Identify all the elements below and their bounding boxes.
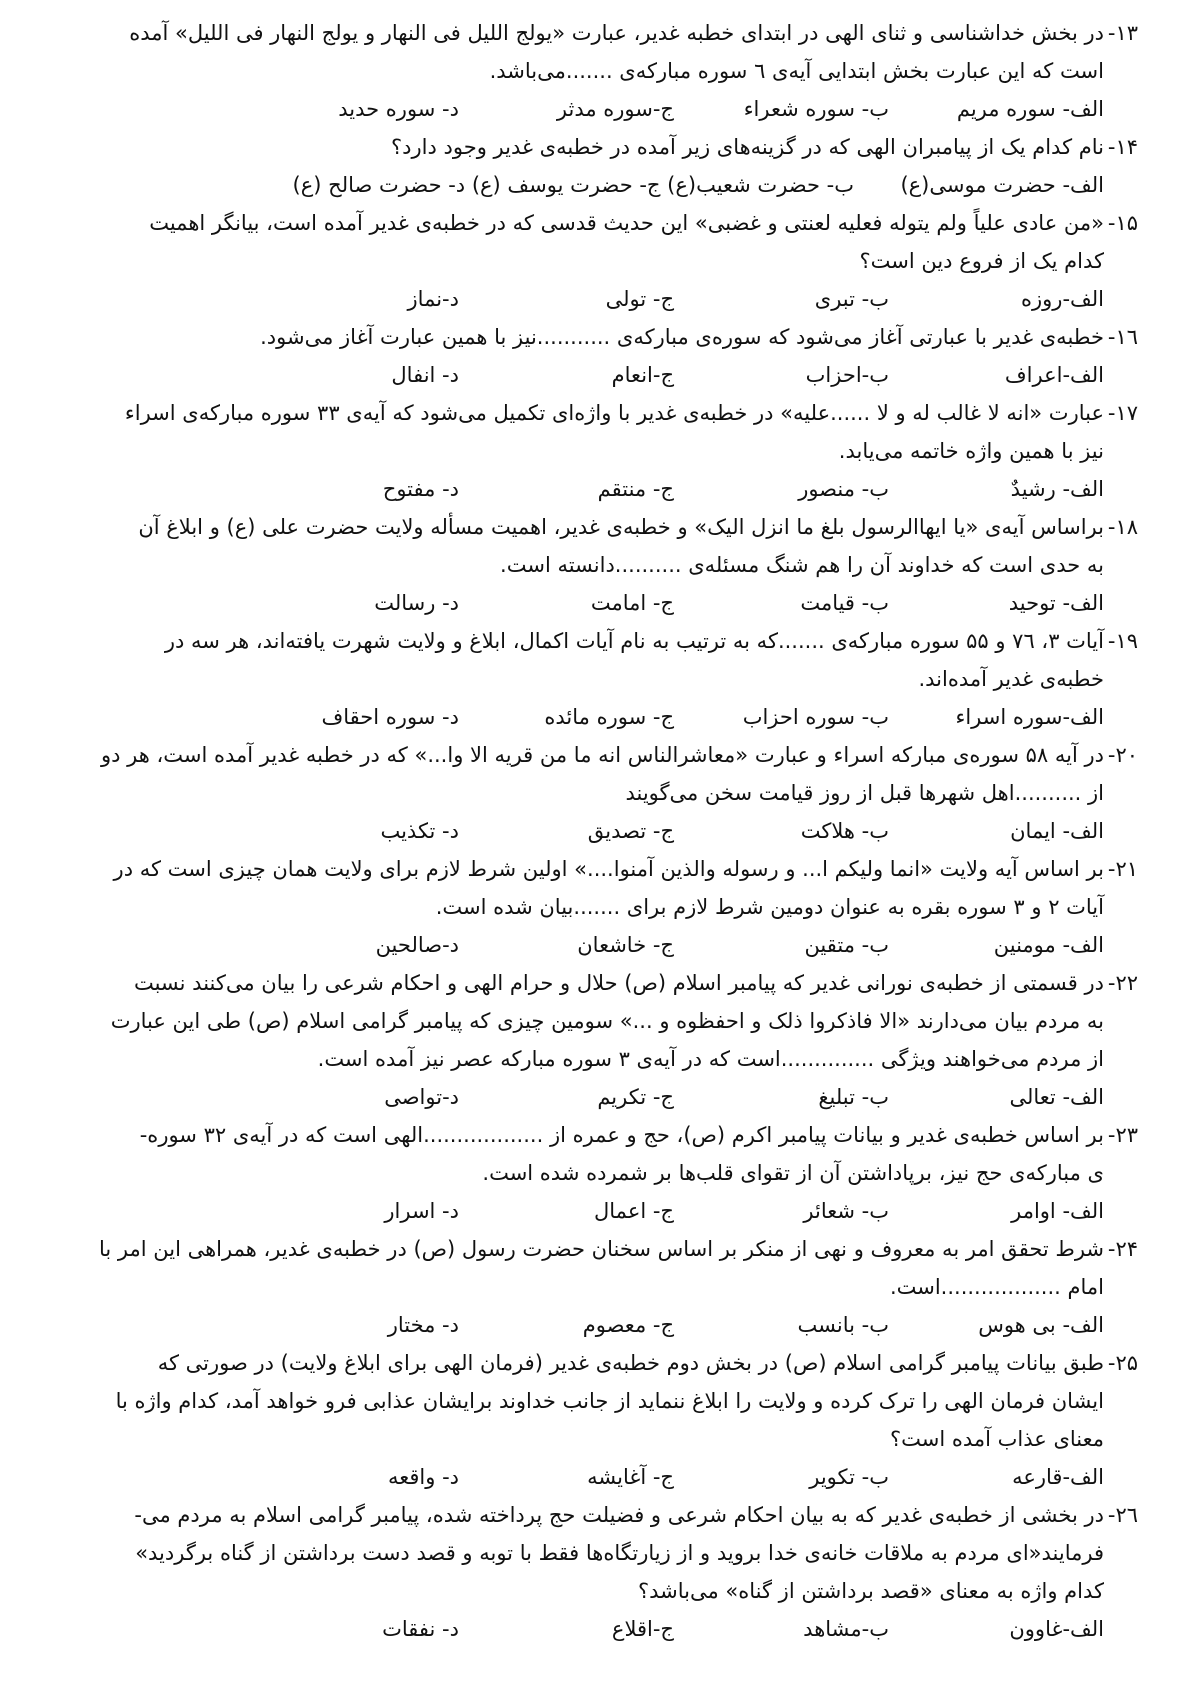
question-text: «من عادی علیاً ولم یتوله فعلیه لعنتی و غضبی» این حدیث قدسی که در خطبه‌ی غدیر آمده است، بیانگر اهمیت <box>149 211 1104 235</box>
question-text: کدام یک از فروع دین است؟ <box>859 249 1104 273</box>
options-row <box>48 90 1138 128</box>
question-text: در بخشی از خطبه‌ی غدیر که به بیان احکام شرعی و فضیلت حج پرداخته شده، پیامبر گرامی اسلام به مردم می- <box>134 1503 1104 1527</box>
question-block <box>48 508 1138 622</box>
question-text: است که این عبارت بخش ابتدایی آیه‌ی ٦ سوره مبارکه‌ی .......می‌باشد. <box>489 59 1104 83</box>
answer-option[interactable]: ج- اعمال <box>594 1199 674 1223</box>
question-line <box>48 888 1138 926</box>
question-line-first <box>48 964 1138 1002</box>
answer-option[interactable]: د- مختار <box>387 1313 459 1337</box>
answer-option[interactable]: الف- اوامر <box>1011 1199 1104 1223</box>
options-row <box>48 1078 1138 1116</box>
question-block <box>48 964 1138 1116</box>
question-line <box>48 52 1138 90</box>
answer-option[interactable]: الف- سوره مریم <box>956 97 1104 121</box>
answer-option[interactable]: ب- متقین <box>804 933 889 957</box>
answer-option[interactable]: د- واقعه <box>387 1465 459 1489</box>
answer-option[interactable]: الف- رشیدٌ <box>1010 477 1104 501</box>
question-text: نام کدام یک از پیامبران الهی که در گزینه‌های زیر آمده در خطبه‌ی غدیر وجود دارد؟ <box>391 135 1104 159</box>
answer-option[interactable]: ج- خاشعان <box>577 933 674 957</box>
question-text: خطبه‌ی غدیر آمده‌اند. <box>918 667 1104 691</box>
question-number: ۱٦- <box>1107 325 1138 349</box>
answer-option[interactable]: الف- بی هوس <box>978 1313 1104 1337</box>
question-block <box>48 1116 1138 1230</box>
answer-option[interactable]: ب- تکویر <box>809 1465 889 1489</box>
answer-option[interactable]: ب- حضرت شعیب(ع) ج- حضرت یوسف (ع) د- حضرت صالح (ع) <box>292 173 854 197</box>
question-text: بر اساس آیه ولایت «انما ولیکم ا... و رسوله والذین آمنوا....» اولین شرط لازم برای ولایت همان چیزی است که در <box>113 857 1104 881</box>
options-row <box>48 356 1138 394</box>
answer-option[interactable]: الف-روزه <box>1021 287 1104 311</box>
options-row <box>48 166 1138 204</box>
exam-page <box>48 14 1138 1648</box>
question-line-first <box>48 318 1138 356</box>
answer-option[interactable]: الف-اعراف <box>1004 363 1104 387</box>
question-text: براساس آیه‌ی «یا ایهاالرسول بلغ ما انزل الیک» و خطبه‌ی غدیر، اهمیت مسأله ولایت حضرت علی (ع) و ابلاغ آن <box>138 515 1104 539</box>
question-block <box>48 14 1138 128</box>
answer-option[interactable]: الف-غاوون <box>1009 1617 1104 1641</box>
question-line <box>48 546 1138 584</box>
question-line-first <box>48 204 1138 242</box>
question-line <box>48 1420 1138 1458</box>
question-number: ۱۵- <box>1107 211 1138 235</box>
question-text: آیات ۳، ۷٦ و ۵۵ سوره مبارکه‌ی .......که به ترتیب به نام آیات اکمال، ابلاغ و ولایت شهرت یافته‌اند، هر سه در <box>164 629 1104 653</box>
answer-option[interactable]: ج- معصوم <box>582 1313 674 1337</box>
question-number: ۲۴- <box>1107 1237 1138 1261</box>
question-block <box>48 622 1138 736</box>
answer-option[interactable]: ب- بانسب <box>797 1313 889 1337</box>
question-text: شرط تحقق امر به معروف و نهی از منکر بر اساس سخنان حضرت رسول (ص) در خطبه‌ی غدیر، همراهی این امر با <box>99 1237 1104 1261</box>
question-text: خطبه‌ی غدیر با عبارتی آغاز می‌شود که سوره‌ی مبارکه‌ی ...........نیز با همین عبارت آغاز می‌شود. <box>260 325 1104 349</box>
answer-option[interactable]: الف- مومنین <box>993 933 1104 957</box>
question-line-first <box>48 1230 1138 1268</box>
answer-option[interactable]: ج- سوره مائده <box>544 705 674 729</box>
question-number: ۱۳- <box>1107 21 1138 45</box>
question-text: در آیه ۵۸ سوره‌ی مبارکه اسراء و عبارت «معاشرالناس انه ما من قریه الا وا...» که در خطبه غدیر آمده است، هر دو <box>101 743 1104 767</box>
question-line <box>48 432 1138 470</box>
question-text: فرمایند«ای مردم به ملاقات خانه‌ی خدا بروید و از زیارتگاه‌ها فقط با توبه و قصد دست برداشتن از گناه برگردید» <box>135 1541 1104 1565</box>
question-text: به حدی است که خداوند آن را هم شنگ مسئله‌ی ..........دانسته است. <box>500 553 1104 577</box>
question-text: امام ..................است. <box>889 1275 1104 1299</box>
question-line <box>48 1268 1138 1306</box>
answer-option[interactable]: ج- تصدیق <box>587 819 674 843</box>
answer-option[interactable]: د-نماز <box>407 287 459 311</box>
question-line-first <box>48 622 1138 660</box>
question-number: ۲۵- <box>1107 1351 1138 1375</box>
answer-option[interactable]: الف- حضرت موسی(ع) <box>900 173 1104 197</box>
question-text: به مردم بیان می‌دارند «الا فاذکروا ذلک و احفظوه و ...» سومین چیزی که پیامبر گرامی اسلام (ص) طی این عبارت <box>110 1009 1104 1033</box>
question-line <box>48 1572 1138 1610</box>
question-line-first <box>48 14 1138 52</box>
answer-option[interactable]: ج-سوره مدثر <box>556 97 674 121</box>
options-row <box>48 926 1138 964</box>
answer-option[interactable]: ج- منتقم <box>597 477 674 501</box>
question-text: از ..........اهل شهرها قبل از روز قیامت سخن می‌گویند <box>625 781 1104 805</box>
question-block <box>48 1230 1138 1344</box>
answer-option[interactable]: ب-احزاب <box>805 363 889 387</box>
answer-option[interactable]: الف- توحید <box>1008 591 1104 615</box>
options-row <box>48 698 1138 736</box>
question-line-first <box>48 850 1138 888</box>
answer-option[interactable]: الف- ایمان <box>1010 819 1104 843</box>
question-number: ۲۲- <box>1107 971 1138 995</box>
answer-option[interactable]: د- تکذیب <box>380 819 459 843</box>
question-text: ایشان فرمان الهی را ترک کرده و ولایت را ابلاغ ننماید از جانب خداوند برایشان عذابی فرو خواهد آمد، کدام واژه با <box>115 1389 1104 1413</box>
question-line-first <box>48 736 1138 774</box>
answer-option[interactable]: د- اسرار <box>384 1199 459 1223</box>
question-block <box>48 736 1138 850</box>
options-row <box>48 584 1138 622</box>
question-line <box>48 1534 1138 1572</box>
answer-option[interactable]: د- سوره احقاف <box>321 705 459 729</box>
question-number: ۲۱- <box>1107 857 1138 881</box>
question-text: بر اساس خطبه‌ی غدیر و بیانات پیامبر اکرم (ص)، حج و عمره از ..................الهی است که در آیه‌ی ۳۲ سوره- <box>139 1123 1104 1147</box>
question-number: ۲٦- <box>1107 1503 1138 1527</box>
answer-option[interactable]: الف- تعالی <box>1009 1085 1104 1109</box>
answer-option[interactable]: ج- تولی <box>605 287 674 311</box>
answer-option[interactable]: ب- سوره احزاب <box>742 705 889 729</box>
answer-option[interactable]: د- مفتوح <box>382 477 459 501</box>
options-row <box>48 812 1138 850</box>
answer-option[interactable]: الف-سوره اسراء <box>955 705 1104 729</box>
answer-option[interactable]: د-تواصی <box>384 1085 459 1109</box>
question-line-first <box>48 394 1138 432</box>
answer-option[interactable]: ج- تکریم <box>597 1085 674 1109</box>
question-line <box>48 1040 1138 1078</box>
question-block <box>48 394 1138 508</box>
answer-option[interactable]: ب-مشاهد <box>803 1617 889 1641</box>
answer-option[interactable]: ب- تبلیغ <box>818 1085 889 1109</box>
question-block <box>48 318 1138 394</box>
question-number: ۲۰- <box>1107 743 1138 767</box>
question-line <box>48 1154 1138 1192</box>
options-row <box>48 1610 1138 1648</box>
answer-option[interactable]: ب- منصور <box>798 477 889 501</box>
question-text: در بخش خداشناسی و ثنای الهی در ابتدای خطبه غدیر، عبارت «یولج اللیل فی النهار و یولج النهار فی اللیل» آمده <box>129 21 1104 45</box>
question-line <box>48 242 1138 280</box>
answer-option[interactable]: ب- شعائر <box>803 1199 889 1223</box>
question-text: عبارت «انه لا غالب له و لا ......علیه» در خطبه‌ی غدیر با واژه‌ای تکمیل می‌شود که آیه‌ی ۳۳ سوره مبارکه‌ی اسراء <box>124 401 1104 425</box>
options-row <box>48 1458 1138 1496</box>
question-block <box>48 204 1138 318</box>
answer-option[interactable]: د- رسالت <box>374 591 459 615</box>
options-row <box>48 280 1138 318</box>
answer-option[interactable]: ب- هلاکت <box>800 819 889 843</box>
question-number: ۱۸- <box>1107 515 1138 539</box>
options-row <box>48 1192 1138 1230</box>
question-text: از مردم می‌خواهند ویژگی ..............است که در آیه‌ی ۳ سوره مبارکه عصر نیز آمده است. <box>317 1047 1104 1071</box>
question-number: ۱۷- <box>1107 401 1138 425</box>
question-text: آیات ۲ و ۳ سوره بقره به عنوان دومین شرط لازم برای .......بیان شده است. <box>435 895 1104 919</box>
question-text: طبق بیانات پیامبر گرامی اسلام (ص) در بخش دوم خطبه‌ی غدیر (فرمان الهی برای ابلاغ ولایت) در صورتی که <box>157 1351 1104 1375</box>
question-line-first <box>48 1344 1138 1382</box>
answer-option[interactable]: ج-انعام <box>611 363 674 387</box>
options-row <box>48 1306 1138 1344</box>
question-block <box>48 128 1138 204</box>
question-text: معنای عذاب آمده است؟ <box>889 1427 1104 1451</box>
question-block <box>48 1496 1138 1648</box>
options-row <box>48 470 1138 508</box>
question-line <box>48 1002 1138 1040</box>
question-text: ی مبارکه‌ی حج نیز، برپاداشتن آن از تقوای قلب‌ها بر شمرده شده است. <box>482 1161 1104 1185</box>
answer-option[interactable]: د- نفقات <box>382 1617 459 1641</box>
question-number: ۱۴- <box>1107 135 1138 159</box>
answer-option[interactable]: ب- سوره شعراء <box>743 97 889 121</box>
question-line <box>48 1382 1138 1420</box>
question-number: ۱۹- <box>1107 629 1138 653</box>
question-line <box>48 774 1138 812</box>
answer-option[interactable]: د- انفال <box>391 363 459 387</box>
question-block <box>48 850 1138 964</box>
question-text: در قسمتی از خطبه‌ی نورانی غدیر که پیامبر اسلام (ص) حلال و حرام الهی و احکام شرعی را بیان می‌کنند نسبت <box>133 971 1104 995</box>
answer-option[interactable]: ج- امامت <box>590 591 674 615</box>
question-line-first <box>48 1116 1138 1154</box>
answer-option[interactable]: د-صالحین <box>375 933 459 957</box>
answer-option[interactable]: ج- آغایشه <box>587 1465 674 1489</box>
question-line <box>48 660 1138 698</box>
question-number: ۲۳- <box>1107 1123 1138 1147</box>
question-text: کدام واژه به معنای «قصد برداشتن از گناه» می‌باشد؟ <box>637 1579 1104 1603</box>
answer-option[interactable]: ج-اقلاع <box>611 1617 674 1641</box>
answer-option[interactable]: ب- قیامت <box>800 591 889 615</box>
question-line-first <box>48 1496 1138 1534</box>
answer-option[interactable]: د- سوره حدید <box>338 97 459 121</box>
question-line-first <box>48 128 1138 166</box>
question-block <box>48 1344 1138 1496</box>
question-text: نیز با همین واژه خاتمه می‌یابد. <box>838 439 1104 463</box>
answer-option[interactable]: الف-قارعه <box>1012 1465 1104 1489</box>
question-line-first <box>48 508 1138 546</box>
answer-option[interactable]: ب- تبری <box>814 287 889 311</box>
